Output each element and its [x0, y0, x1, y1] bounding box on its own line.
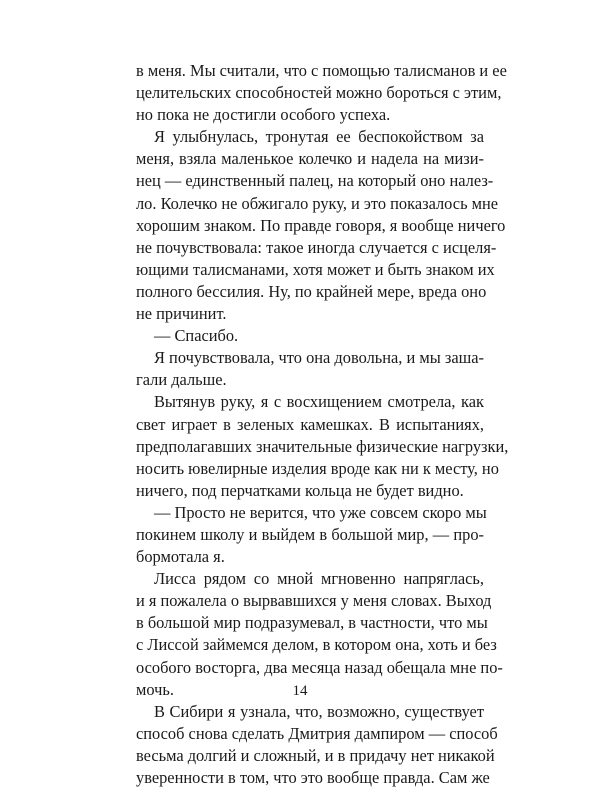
text-line-17: свет играет в зеленых камешках. В испытаниях,: [136, 414, 484, 434]
text-line-5: меня, взяла маленькое колечко и надела на мизи-: [136, 149, 484, 169]
text-line-14: Я почувствовала, что она довольна, и мы заша-: [154, 348, 484, 368]
text-line-4: Я улыбнулась, тронутая ее беспокойством за: [154, 127, 484, 147]
text-line-27: с Лиссой займемся делом, в котором она, хоть и без: [136, 635, 497, 655]
text-line-18: предполагавших значительные физические нагрузки,: [136, 436, 509, 456]
text-line-8: хорошим знаком. По правде говоря, я вообще ничего: [136, 215, 506, 235]
text-line-13: — Спасибо.: [154, 326, 239, 346]
text-line-22: покинем школу и выйдем в большой мир, — про-: [136, 524, 484, 544]
text-line-12: не причинит.: [136, 304, 227, 324]
text-line-26: в большой мир подразумевал, в частности, что мы: [136, 613, 488, 633]
text-line-32: весьма долгий и сложный, и в придачу нет никакой: [136, 745, 495, 765]
text-line-19: носить ювелирные изделия вроде как ни к месту, но: [136, 458, 499, 478]
text-line-3: но пока не достигли особого успеха.: [136, 105, 391, 125]
text-line-6: нец — единственный палец, на который оно налез-: [136, 171, 494, 191]
text-line-11: полного бессилия. Ну, по крайней мере, вреда оно: [136, 281, 487, 301]
text-line-33: уверенности в том, что это вообще правда. Сам же: [136, 768, 490, 787]
text-line-10: ющими талисманами, хотя может и быть знаком их: [136, 259, 495, 279]
text-line-25: и я пожалела о вырвавшихся у меня словах. Выход: [136, 591, 492, 611]
text-line-23: бормотала я.: [136, 547, 225, 567]
text-line-31: способ снова сделать Дмитрия дампиром — способ: [136, 723, 498, 743]
text-line-28: особого восторга, два месяца назад обещала мне по-: [136, 657, 503, 677]
text-line-16: Вытянув руку, я с восхищением смотрела, как: [154, 392, 484, 412]
text-line-30: В Сибири я узнала, что, возможно, существует: [154, 701, 484, 721]
text-line-20: ничего, под перчатками кольца не будет видно.: [136, 480, 464, 500]
text-line-15: гали дальше.: [136, 370, 227, 390]
text-line-24: Лисса рядом со мной мгновенно напряглась,: [154, 569, 484, 589]
text-line-1: в меня. Мы считали, что с помощью талисманов и ее: [136, 61, 507, 80]
page-body-text: [136, 60, 509, 789]
text-line-9: не почувствовала: такое иногда случается с исцеля-: [136, 237, 497, 257]
text-line-7: ло. Колечко не обжигало руку, и это показалось мне: [136, 193, 499, 213]
page-number: 14: [292, 683, 308, 699]
text-line-29: мочь.: [136, 679, 174, 699]
text-line-21: — Просто не верится, что уже совсем скоро мы: [154, 502, 487, 522]
text-line-2: целительских способностей можно бороться с этим,: [136, 83, 502, 103]
